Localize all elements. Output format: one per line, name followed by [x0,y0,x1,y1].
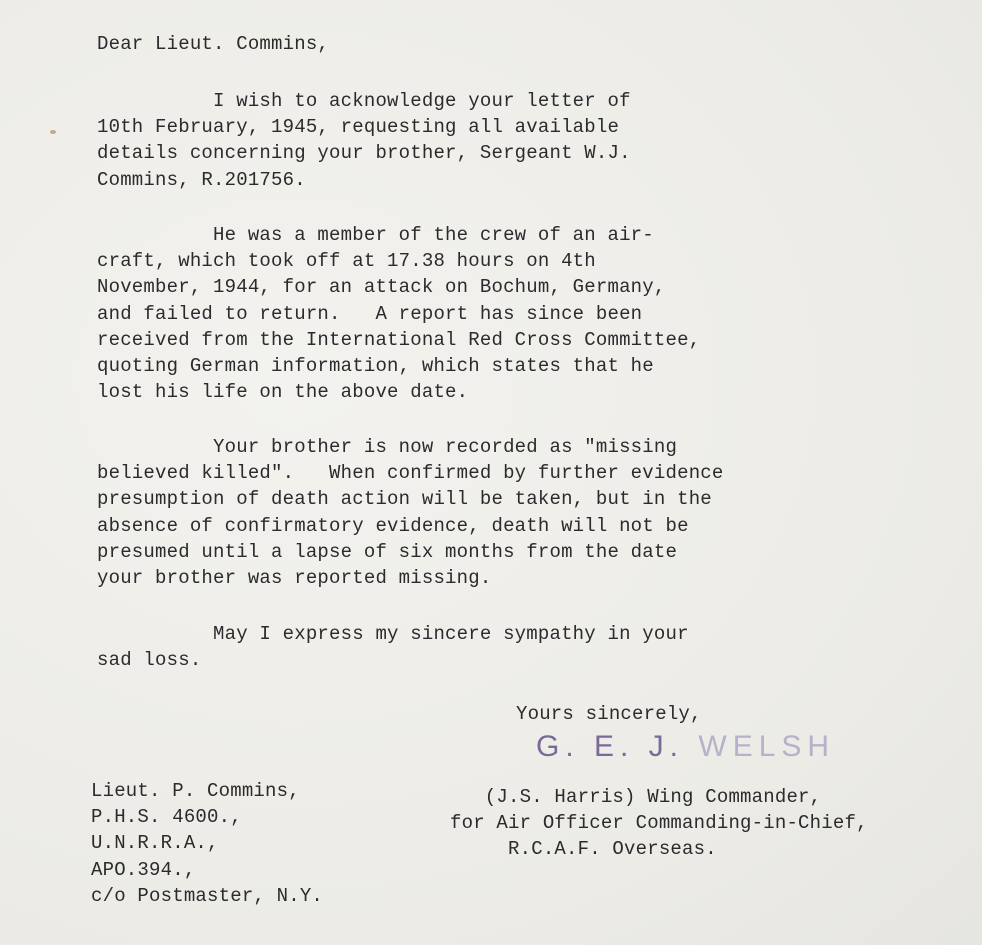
paragraph-3 [97,434,724,591]
line: received from the International Red Cross Committee, [97,328,701,351]
line: May I express my sincere sympathy in your [97,623,689,645]
stamp-surname: WELSH [698,730,836,763]
line: details concerning your brother, Sergeant W.J. [97,142,631,165]
line: lost his life on the above date. [97,381,469,404]
line: presumed until a lapse of six months from the date [97,540,678,563]
line: U.N.R.R.A., [91,832,219,855]
signature-stamp [536,730,835,764]
line: Commins, R.201756. [97,168,306,191]
line: craft, which took off at 17.38 hours on 4th [97,250,596,273]
line: Your brother is now recorded as "missing [97,436,678,458]
line: your brother was reported missing. [97,566,492,589]
line: quoting German information, which states that he [97,354,654,377]
stamp-initials: G. E. J. [536,730,685,763]
line: (J.S. Harris) Wing Commander, [450,786,822,808]
line: November, 1944, for an attack on Bochum, Germany, [97,276,666,299]
signature-block [450,784,868,863]
line: and failed to return. A report has since been [97,302,643,325]
paragraph-1 [97,88,631,193]
line: believed killed". When confirmed by further evidence [97,462,724,485]
line: Lieut. P. Commins, [91,780,300,802]
recipient-address [91,778,323,909]
line: for Air Officer Commanding-in-Chief, [450,812,868,835]
line: sad loss. [97,649,202,672]
line: c/o Postmaster, N.Y. [91,884,324,907]
line: I wish to acknowledge your letter of [97,90,631,112]
line: absence of confirmatory evidence, death will not be [97,514,689,537]
paragraph-2 [97,222,700,405]
line: P.H.S. 4600., [91,806,242,829]
closing: Yours sincerely, [516,703,702,725]
line: APO.394., [91,858,196,881]
paper-stain [50,130,56,134]
line: 10th February, 1945, requesting all available [97,116,620,139]
line: He was a member of the crew of an air- [97,224,654,246]
paragraph-4 [97,621,689,673]
line: R.C.A.F. Overseas. [450,838,717,861]
salutation: Dear Lieut. Commins, [97,33,330,55]
line: presumption of death action will be taken, but in the [97,488,712,511]
